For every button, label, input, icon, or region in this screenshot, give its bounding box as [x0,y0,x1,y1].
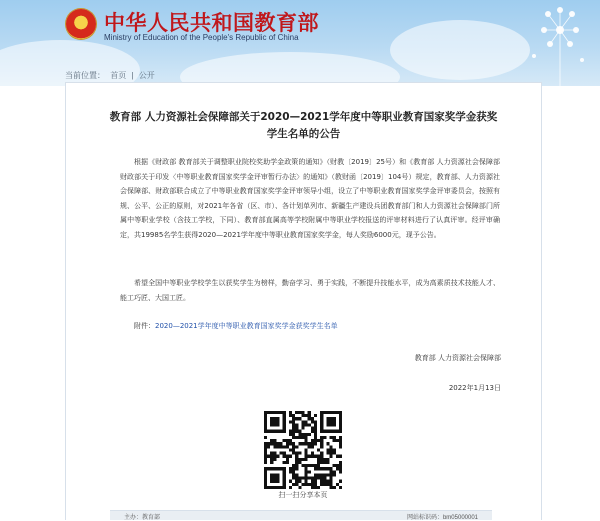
header-cloud [180,52,400,86]
footer-sponsor: 主办：教育部 [124,515,161,521]
header-cloud [390,20,530,80]
dandelion-icon [520,0,590,86]
article-paragraph: 根据《财政部 教育部关于调整职业院校奖助学金政策的通知》（财教〔2019〕25号）和《教育部 人力资源社会保障部 财政部关于印发〈中等职业教育国家奖学金评审暂行办法〉的通知》（教财函〔2019〕104号）规定，教育部、人力资源社会保障部、财政部联合成立了中等职业教育国家奖学金评审领导小组，设立了中等职业教育国家奖学金评审委员会，按照有规、公平、公正的原则，对2021年各省（区、市）、各计划单列市、新疆生产建设兵团教育部门和人力资源社会保障部门所属中等职业学校（含技工学校，下同）、教育部直属高等学校附属中等职业学校报送的评审材料进行了认真评审。经评审确定，共19985名学生获得2020—2021学年度中等职业教育国家奖学金，每人奖励6000元，现予公告。 [120,158,500,239]
attachment-link[interactable]: 2020—2021学年度中等职业教育国家奖学金获奖学生名单 [155,322,338,330]
footer-site-id: 网站标识码：bm05000001 [406,515,478,521]
qr-code-icon[interactable] [264,411,342,489]
breadcrumb-home-link[interactable]: 首页 [110,71,127,80]
national-emblem-icon [66,9,96,39]
breadcrumb [65,70,158,81]
article-panel [65,82,542,520]
signatory: 教育部 人力资源社会保障部 [414,354,501,362]
site-title[interactable]: 中华人民共和国教育部 [104,11,319,35]
qr-caption: 扫一扫分享本页 [278,491,328,499]
attachment-line [134,321,338,331]
article-title: 教育部 人力资源社会保障部关于2020—2021学年度中等职业教育国家奖学金获奖学生名单的公告 [109,111,498,140]
breadcrumb-prefix: 当前位置： [65,71,105,80]
publish-date: 2022年1月13日 [448,384,501,392]
breadcrumb-separator: | [131,71,134,80]
attachment-label: 附件： [134,322,155,330]
site-subtitle: Ministry of Education of the People's Republic of China [104,33,299,42]
article-paragraph: 希望全国中等职业学校学生以获奖学生为榜样，勤奋学习、勇于实践，不断提升技能水平，成为高素质技术技能人才、能工巧匠、大国工匠。 [120,279,500,302]
breadcrumb-public-link[interactable]: 公开 [138,71,155,80]
